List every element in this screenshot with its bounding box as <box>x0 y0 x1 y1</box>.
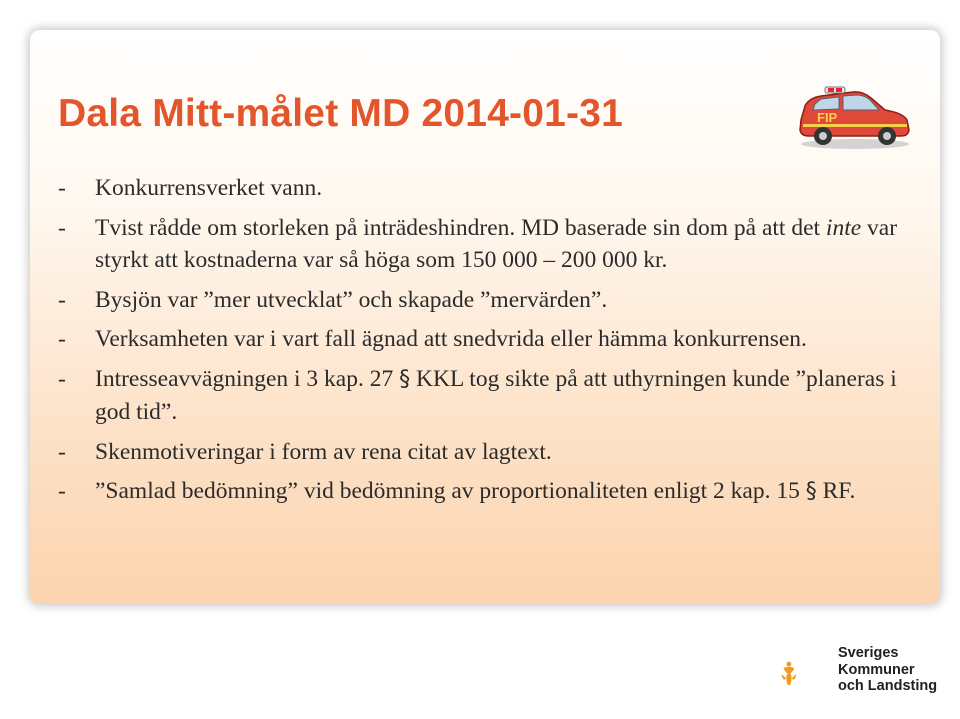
fire-car-icon <box>795 82 913 150</box>
bullet-text: Bysjön var ”mer utvecklat” och skapade ”mervärden”. <box>95 286 608 313</box>
section-symbol: § <box>399 366 411 392</box>
bullet-item <box>58 323 918 356</box>
bullet-text: Intresseavvägningen i 3 kap. 27 <box>95 365 400 392</box>
logo-line-2: Kommuner <box>838 661 915 678</box>
bullet-text: KKL tog sikte på att uthyrningen kunde ”planeras i god tid”. <box>95 365 897 425</box>
bullet-marker: - <box>58 286 66 313</box>
bullet-text: RF. <box>816 478 856 504</box>
bullet-marker: - <box>58 214 66 241</box>
bullet-text-emphasis: inte <box>825 214 862 241</box>
slide-title: Dala Mitt-målet MD 2014-01-31 <box>58 92 623 135</box>
bullet-text: Skenmotiveringar i form av rena citat av lagtext. <box>95 438 552 465</box>
car-badge-text: FIP <box>817 110 838 125</box>
bullet-text: var styrkt att kostnaderna var så höga som 150 000 – 200 000 kr. <box>95 214 898 273</box>
bullet-marker: - <box>58 326 66 352</box>
bullet-text: Tvist rådde om storleken på inträdeshindren. MD baserade sin dom på att det <box>95 214 826 241</box>
bullet-marker: - <box>58 365 66 392</box>
bullet-item <box>58 172 918 205</box>
bullet-text: ”Samlad bedömning” vid bedömning av proportionaliteten enligt 2 kap. 15 <box>95 478 806 504</box>
bullet-marker: - <box>58 438 66 465</box>
skl-logo-text <box>838 645 937 695</box>
bullet-marker: - <box>58 175 66 201</box>
bullet-item <box>58 212 918 277</box>
bullet-item <box>58 436 918 469</box>
bullet-item <box>58 475 918 509</box>
logo-line-1: Sveriges <box>838 645 899 661</box>
bullet-marker: - <box>58 478 66 504</box>
section-symbol: § <box>805 479 817 504</box>
bullet-text: Verksamheten var i vart fall ägnad att snedvrida eller hämma konkurrensen. <box>95 326 807 352</box>
bullet-item <box>58 363 918 429</box>
skl-logo-icon <box>780 635 840 713</box>
bullet-text: Konkurrensverket vann. <box>95 175 323 201</box>
bullet-list <box>58 172 918 516</box>
logo-line-3: och Landsting <box>838 678 938 694</box>
bullet-item <box>58 284 918 317</box>
